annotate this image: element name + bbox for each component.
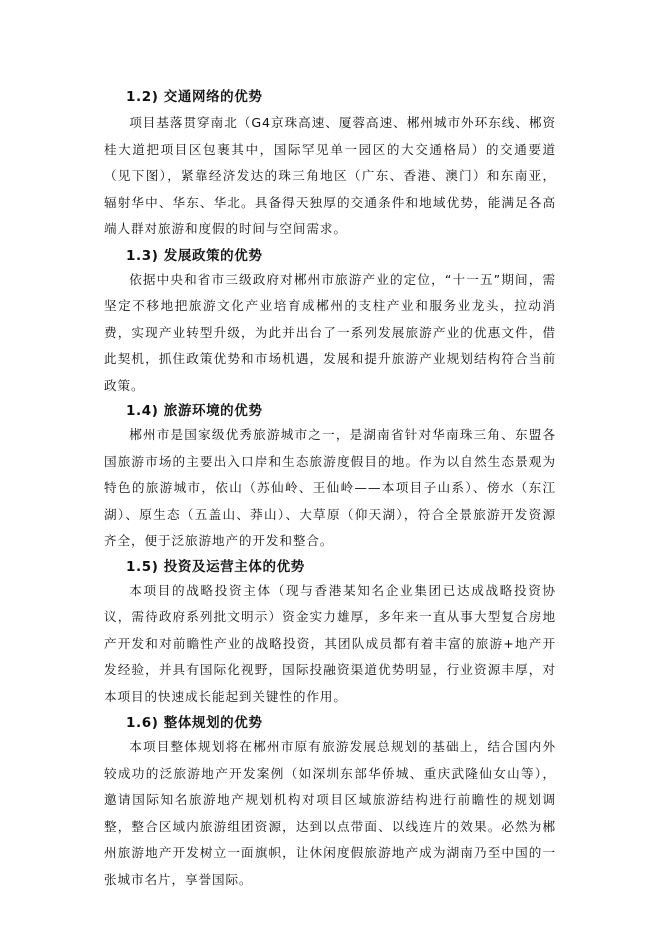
section-tourism-environment (104, 400, 556, 555)
section-heading: 1.5) 投资及运营主体的优势 (126, 558, 305, 575)
section-paragraph: 依据中央和省市三级政府对郴州市旅游产业的定位，“十一五”期间，需坚定不移地把旅游文化产业培育成郴州的支柱产业和服务业龙头，拉动消费，实现产业转型升级，为此并出台了一系列发展旅游产业的优惠文件，借此契机，抓住政策优势和市场机遇，发展和提升旅游产业规划结构符合当前政策。 (104, 271, 556, 393)
section-development-policy (104, 245, 556, 400)
section-transport-network (104, 86, 556, 243)
section-paragraph: 郴州市是国家级优秀旅游城市之一，是湖南省针对华南珠三角、东盟各国旅游市场的主要出入口岸和生态旅游度假目的地。作为以自然生态景观为特色的旅游城市，依山（苏仙岭、王仙岭——本项目子山系）、傍水（东江湖）、原生态（五盖山、莽山）、大草原（仰天湖），符合全景旅游开发资源齐全，便于泛旅游地产的开发和整合。 (104, 427, 556, 548)
section-heading: 1.3) 发展政策的优势 (126, 247, 263, 264)
section-heading: 1.6) 整体规划的优势 (126, 715, 263, 731)
document-body (104, 86, 556, 893)
section-overall-planning (104, 712, 556, 893)
section-paragraph: 本项目的战略投资主体（现与香港某知名企业集团已达成战略投资协议，需待政府系列批文明示）资金实力雄厚，多年来一直从事大型复合房地产开发和对前瞻性产业的战略投资，其团队成员都有着丰富的旅游+地产开发经验，并具有国际化视野，国际投融资渠道优势明显，行业资源丰厚，对本项目的快速成长能起到关键性的作用。 (104, 582, 556, 704)
section-paragraph: 项目基落贯穿南北（G4京珠高速、厦蓉高速、郴州城市外环东线、郴资桂大道把项目区包裹其中，国际罕见单一园区的大交通格局）的交通要道（见下图），紧靠经济发达的珠三角地区（广东、香港、澳门）和东南亚，辐射华中、华东、华北。具备得天独厚的交通条件和地域优势，能满足各高端人群对旅游和度假的时间与空间需求。 (104, 115, 556, 236)
section-paragraph: 本项目整体规划将在郴州市原有旅游发展总规划的基础上，结合国内外较成功的泛旅游地产开发案例（如深圳东部华侨城、重庆武隆仙女山等），邀请国际知名旅游地产规划机构对项目区域旅游结构进行前瞻性的规划调整，整合区域内旅游组团资源，达到以点带面、以线连片的效果。必然为郴州旅游地产开发树立一面旗帜，让休闲度假旅游地产成为湖南乃至中国的一张城市名片，享誉国际。 (104, 739, 556, 887)
section-investment-operation (104, 556, 556, 711)
section-heading: 1.4) 旅游环境的优势 (126, 403, 263, 419)
section-heading: 1.2) 交通网络的优势 (126, 89, 263, 105)
